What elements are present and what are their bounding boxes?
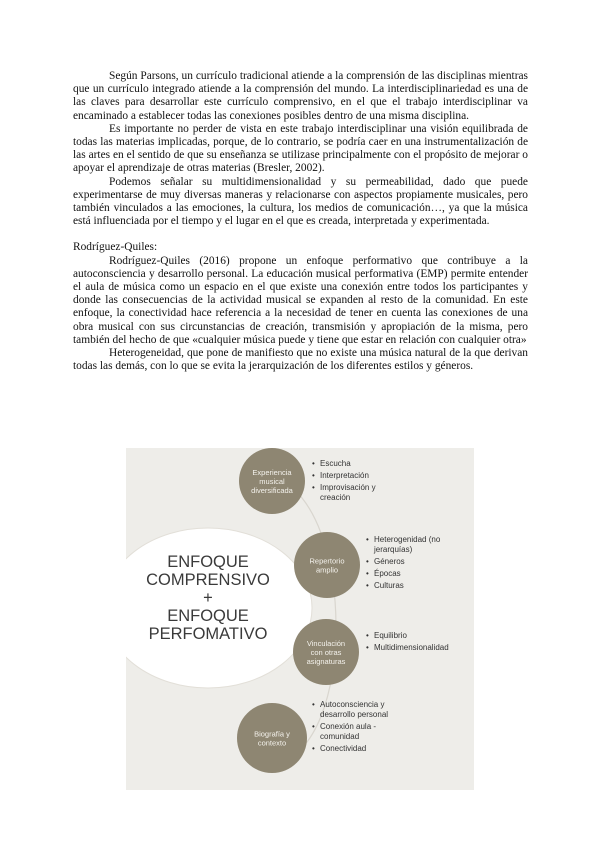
bullet-icon: • xyxy=(312,700,315,709)
diagram-node xyxy=(294,532,441,598)
center-line: ENFOQUE xyxy=(167,607,249,625)
node-label: asignaturas xyxy=(306,657,346,666)
node-label: diversificada xyxy=(251,486,293,495)
bullet-icon: • xyxy=(366,581,369,590)
bullet-icon: • xyxy=(366,535,369,544)
node-label: musical xyxy=(259,477,285,486)
paragraph-bresler: Es importante no perder de vista en este trabajo interdisciplinar una visión equilibrada de todas las materias implicadas, porque, de lo contrario, se podría caer en una instrumentalización de las artes en el sentido de que su enseñanza se utilizase principalmente con el propósito de mejorar o apoyar el aprendizaje de otras materias (Bresler, 2002). xyxy=(73,122,528,175)
node-label: Vinculación xyxy=(306,639,346,648)
center-line: COMPRENSIVO xyxy=(146,571,270,589)
paragraph-parsons: Según Parsons, un currículo tradicional atiende a la comprensión de las disciplinas mientras que un currículo integrado atiende a la comprensión del mundo. La interdisciplinariedad es una de las claves para desarrollar este currículo comprensivo, en el que el trabajo interdisciplinar va encaminado a establecer todas las conexiones posibles dentro de una misma disciplina. xyxy=(73,70,528,122)
bullet-icon: • xyxy=(366,643,369,652)
paragraph-heterogeneidad: Heterogeneidad, que pone de manifiesto que no existe una música natural de la que derivan todas las demás, con lo que se evita la jerarquización de los diferentes estilos y géneros. xyxy=(73,347,528,373)
bullet-text: Géneros xyxy=(374,557,405,566)
paragraph-multidimensionalidad: Podemos señalar su multidimensionalidad y su permeabilidad, dado que puede experimentarse de muy diversas maneras y relacionarse con aspectos propiamente musicales, pero también vinculados a las emociones, la cultura, los medios de comunicación…, ya que la música está influenciada por el tiempo y el lugar en el que es creada, interpretada y experimentada. xyxy=(73,175,528,228)
node-label: amplio xyxy=(315,565,339,575)
node-label: con otras xyxy=(310,648,342,657)
bullet-text: Equilibrio xyxy=(374,631,407,640)
bullet-text: Conectividad xyxy=(320,744,367,753)
bullet-icon: • xyxy=(366,569,369,578)
bullet-text: Culturas xyxy=(374,581,404,590)
bullet-text: jerarquías) xyxy=(374,545,413,554)
paragraph-rodriguez-quiles: Rodríguez-Quiles (2016) propone un enfoque performativo que contribuye a la autoconsciencia y desarrollo personal. La educación musical performativa (EMP) permite entender el aula de música como un espacio en el que existe una conexión entre todos los participantes y donde las consecuencias de la actividad musical se expanden al resto de la comunidad. En este enfoque, la conectividad hace referencia a la necesidad de tener en cuenta las conexiones de una obra musical con sus circunstancias de creación, transmisión y apropiación de la misma, pero también del hecho de que «cualquier música puede y tiene que estar en relación con cualquier otra» xyxy=(73,254,528,346)
bullet-icon: • xyxy=(312,744,315,753)
center-line: PERFOMATIVO xyxy=(148,625,268,643)
diagram-node xyxy=(293,619,449,685)
bullet-text: creación xyxy=(320,493,351,502)
body-text xyxy=(73,70,528,373)
bullet-text: comunidad xyxy=(320,732,360,741)
bullet-text: Interpretación xyxy=(320,471,369,480)
node-label: Repertorio xyxy=(309,556,345,566)
bullet-icon: • xyxy=(366,631,369,640)
bullet-text: Conexión aula - xyxy=(320,722,377,731)
bullet-text: Escucha xyxy=(320,459,351,468)
bullet-icon: • xyxy=(366,557,369,566)
bullet-icon: • xyxy=(312,483,315,492)
bullet-text: Improvisación y xyxy=(320,483,376,492)
bullet-text: desarrollo personal xyxy=(320,710,389,719)
center-line: ENFOQUE xyxy=(167,553,249,571)
bullet-text: Épocas xyxy=(374,569,401,578)
bullet-text: Heterogenidad (no xyxy=(374,535,441,544)
node-label: Experiencia xyxy=(252,468,292,477)
center-line: + xyxy=(203,589,213,607)
bullet-icon: • xyxy=(312,459,315,468)
section-heading: Rodríguez-Quiles: xyxy=(73,241,158,254)
diagram-node xyxy=(237,700,388,773)
node-label: Biografía y xyxy=(254,729,290,739)
diagram-figure xyxy=(126,448,474,790)
bullet-text: Autoconsciencia y xyxy=(320,700,385,709)
node-label: contexto xyxy=(257,738,287,748)
bullet-icon: • xyxy=(312,471,315,480)
bullet-text: Multidimensionalidad xyxy=(374,643,449,652)
enfoque-diagram xyxy=(126,448,474,790)
bullet-icon: • xyxy=(312,722,315,731)
